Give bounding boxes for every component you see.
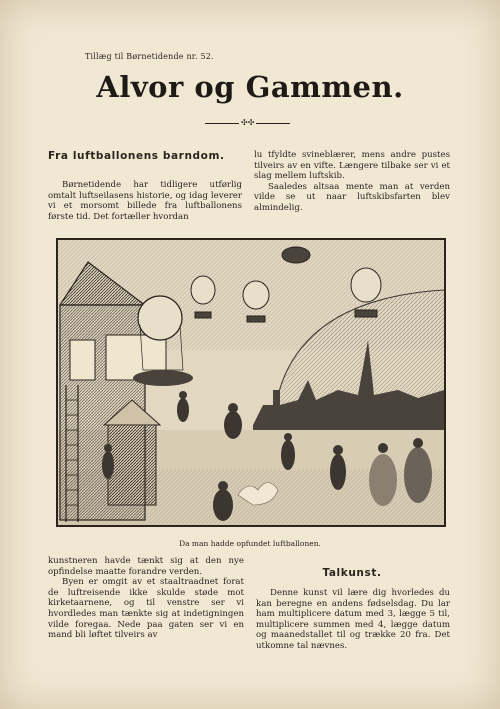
engraving-image (58, 240, 444, 525)
article-heading-talkunst: Talkunst. (322, 567, 382, 579)
article-heading-balloon: Fra luftballonens barndom. (48, 150, 225, 162)
paragraph: Børnetidende har tidligere utførlig omtalt luftseilasens historie, og idag leverer vi et morsomt billede fra luftballonens første tid. Det fortæller hvordan (48, 180, 242, 222)
balloon-engraving-illustration (56, 238, 446, 527)
article-column-top-right (254, 150, 450, 214)
paragraph: Denne kunst vil lære dig hvorledes du kan beregne en andens fødselsdag. Du lar ham multiplicere datum med 3, lægge 5 til, multiplicere summen med 4, lægge datum og maanedstallet til og trække 20 fra. Det utkomne tal nævnes. (256, 588, 450, 651)
title-ornament: ✣✣ (205, 121, 290, 127)
article-column-bottom-left (48, 556, 244, 641)
paragraph: Saaledes altsaa mente man at verden vilde se ut naar luftskibsfarten blev almindelig. (254, 181, 450, 213)
paragraph: Byen er omgit av et staaltraadnet forat de luftreisende ikke skulde støde mot kirketaarnene, og til venstre ser vi hvordledes man tænkte sig at indetigningen vilde foregaa. Nede paa gaten ser vi en mand bli løftet tilveirs av (48, 577, 244, 641)
article-column-top-left (48, 180, 242, 222)
paragraph: kunstneren havde tænkt sig at den nye opfindelse maatte forandre verden. (48, 556, 244, 577)
illustration-caption: Da man hadde opfundet luftballonen. (179, 539, 321, 548)
masthead-title: Alvor og Gammen. (96, 70, 404, 104)
article-column-bottom-right (256, 588, 450, 652)
supplement-line: Tillæg til Børnetidende nr. 52. (85, 52, 214, 61)
paragraph: lu tfyldte svineblærer, mens andre pustes tilveirs av en vifte. Længere tilbake ser vi et slag mellem luftskib. (254, 150, 450, 182)
